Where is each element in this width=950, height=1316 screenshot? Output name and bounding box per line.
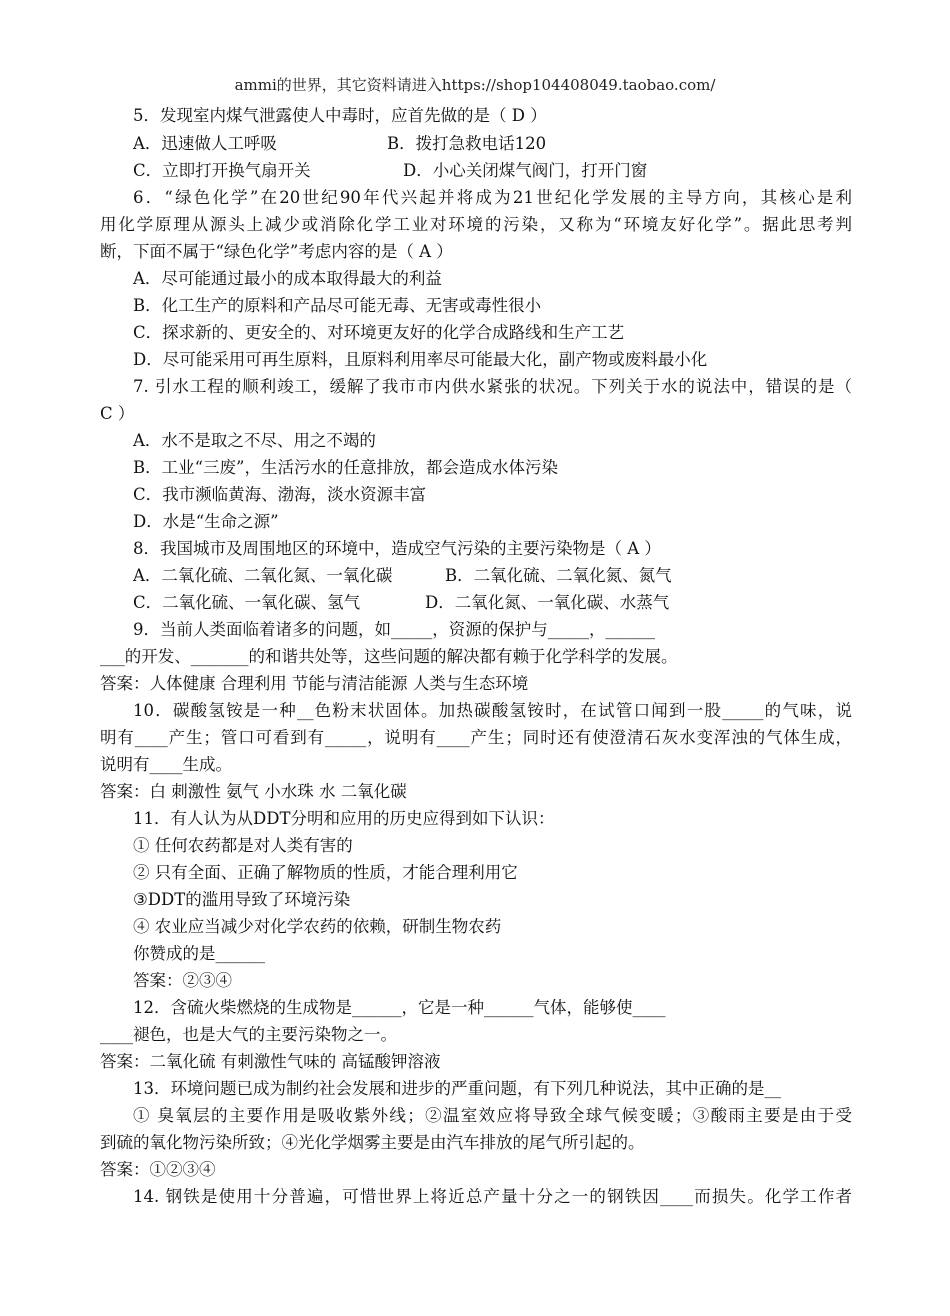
question-10-stem-line-1: 10．碳酸氢铵是一种__色粉末状固体。加热碳酸氢铵时，在试管口闻到一股_____的气味，说 (133, 701, 852, 720)
question-9-answer: 答案：人体健康 合理利用 节能与清洁能源 人类与生态环境 (100, 674, 529, 693)
question-11-answer: 答案：②③④ (133, 971, 232, 990)
question-12-stem-line-2: ____褪色，也是大气的主要污染物之一。 (100, 1025, 397, 1044)
question-10-stem-line-3: 说明有____生成。 (100, 755, 232, 774)
question-12-stem-line-1: 12．含硫火柴燃烧的生成物是______，它是一种______气体，能够使____ (133, 998, 666, 1017)
q6-option-a: A．尽可能通过最小的成本取得最大的利益 (133, 269, 442, 288)
question-13-answer: 答案：①②③④ (100, 1160, 216, 1179)
question-9-stem-line-2: ___的开发、_______的和谐共处等，这些问题的解决都有赖于化学科学的发展。 (100, 647, 678, 666)
question-13-statements-line-1: ① 臭氧层的主要作用是吸收紫外线；②温室效应将导致全球气候变暖；③酸雨主要是由于受 (133, 1106, 852, 1125)
q8-option-d: D．二氧化氮、一氧化碳、水蒸气 (425, 593, 670, 612)
q8-option-b: B．二氧化硫、二氧化氮、氮气 (445, 566, 672, 585)
q5-option-c: C．立即打开换气扇开关 (133, 161, 311, 180)
question-12-answer: 答案：二氧化硫 有刺激性气味的 高锰酸钾溶液 (100, 1052, 441, 1071)
question-6-stem-line-3: 断，下面不属于“绿色化学”考虑内容的是（ A ） (100, 242, 453, 261)
q5-option-d: D．小心关闭煤气阀门，打开门窗 (403, 161, 648, 180)
q8-option-a: A．二氧化硫、二氧化氮、一氧化碳 (133, 566, 393, 585)
q7-option-a: A．水不是取之不尽、用之不竭的 (133, 431, 376, 450)
q11-statement-4: ④ 农业应当减少对化学农药的依赖，研制生物农药 (133, 917, 502, 936)
q5-option-a: A．迅速做人工呼吸 (133, 134, 277, 153)
q6-option-b: B．化工生产的原料和产品尽可能无毒、无害或毒性很小 (133, 296, 542, 315)
question-10-stem-line-2: 明有____产生；管口可看到有_____，说明有____产生；同时还有使澄清石灰水变浑浊的气体生成， (100, 728, 852, 747)
q11-statement-2: ② 只有全面、正确了解物质的性质，才能合理利用它 (133, 863, 518, 882)
question-6-stem-line-1: 6．“绿色化学”在20世纪90年代兴起并将成为21世纪化学发展的主导方向，其核心是利 (133, 188, 852, 207)
q6-option-c: C．探求新的、更安全的、对环境更友好的化学合成路线和生产工艺 (133, 323, 625, 342)
page-header: ammi的世界，其它资料请进入https://shop104408049.taobao.com/ (234, 76, 716, 94)
q7-option-d: D．水是“生命之源” (133, 512, 279, 531)
question-13-statements-line-2: 到硫的氧化物污染所致；④光化学烟雾主要是由汽车排放的尾气所引起的。 (100, 1133, 645, 1152)
question-7-stem-line-1: 7. 引水工程的顺利竣工，缓解了我市市内供水紧张的状况。下列关于水的说法中，错误的是（ (133, 377, 852, 396)
question-11-stem: 11．有人认为从DDT分明和应用的历史应得到如下认识： (133, 809, 555, 828)
q11-statement-1: ① 任何农药都是对人类有害的 (133, 836, 353, 855)
question-9-stem-line-1: 9．当前人类面临着诸多的问题，如_____，资源的保护与_____，______ (133, 620, 655, 639)
question-6-stem-line-2: 用化学原理从源头上减少或消除化学工业对环境的污染，又称为“环境友好化学”。据此思考判 (100, 215, 852, 234)
question-14-stem-line-1: 14. 钢铁是使用十分普遍，可惜世界上将近总产量十分之一的钢铁因____而损失。化学工作者 (133, 1187, 852, 1206)
q5-option-b: B．拨打急救电话120 (387, 134, 547, 153)
question-5-stem: 5．发现室内煤气泄露使人中毒时，应首先做的是（ D ） (133, 106, 547, 125)
q8-option-c: C．二氧化硫、一氧化碳、氢气 (133, 593, 361, 612)
q6-option-d: D．尽可能采用可再生原料，且原料利用率尽可能最大化，副产物或废料最小化 (133, 350, 708, 369)
question-8-stem: 8．我国城市及周围地区的环境中，造成空气污染的主要污染物是（ A ） (133, 539, 661, 558)
q7-option-b: B．工业“三废”，生活污水的任意排放，都会造成水体污染 (133, 458, 558, 477)
question-13-stem: 13．环境问题已成为制约社会发展和进步的严重问题，有下列几种说法，其中正确的是__ (133, 1079, 781, 1098)
question-7-stem-line-2: C ） (100, 404, 135, 423)
q11-statement-3: ③DDT的滥用导致了环境污染 (133, 890, 351, 909)
q11-prompt: 你赞成的是______ (133, 944, 265, 963)
q7-option-c: C．我市濒临黄海、渤海，淡水资源丰富 (133, 485, 427, 504)
question-10-answer: 答案：白 刺激性 氨气 小水珠 水 二氧化碳 (100, 782, 407, 801)
